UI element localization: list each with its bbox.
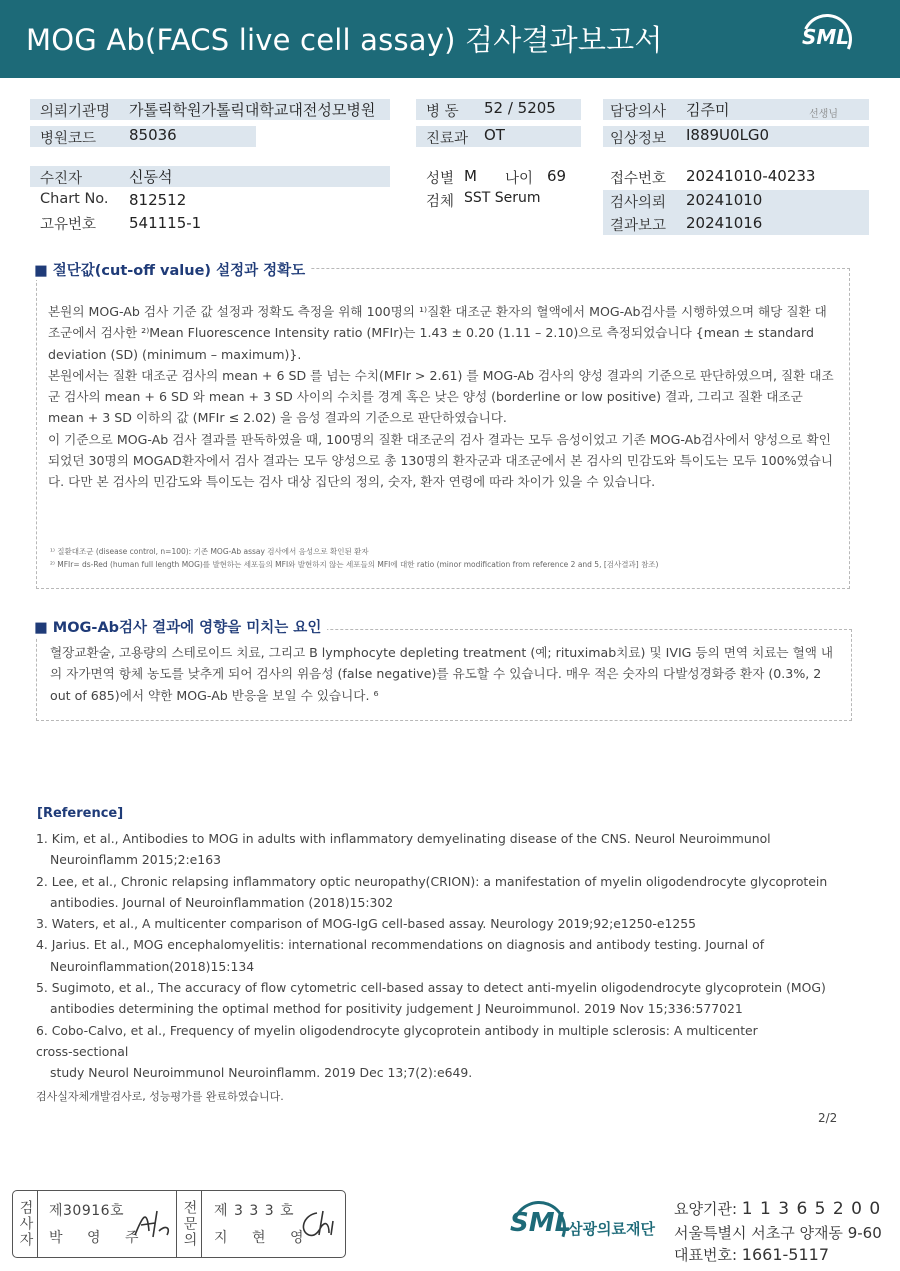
hospital-code-label: 병원코드 xyxy=(40,131,97,147)
requester-label: 의뢰기관명 xyxy=(40,104,111,120)
reference-line: cross-sectional xyxy=(36,1043,129,1059)
validation-note: 검사실자체개발검사로, 성능평가를 완료하였습니다. xyxy=(36,1089,284,1103)
doctor-value: 김주미 xyxy=(686,101,730,119)
section2-body xyxy=(50,642,838,706)
ward-label: 병 동 xyxy=(426,104,459,120)
tester-name: 박 영 주 xyxy=(49,1230,149,1246)
doctor-suffix: 선생님 xyxy=(809,109,838,120)
section1-paragraph: 본원에서는 질환 대조군 검사의 mean + 6 SD 를 넘는 수치(MFIr > 2.61) 를 MOG-Ab 검사의 양성 결과의 기준으로 판단하였으며, 질환 대조군 검사의 mean + 6 SD 와 mean + 3 SD 사이의 수치를 경계 혹은 낮은 양성 (borderline or low positive) 결과, 그리고 질환 대조군 mean + 3 SD 이하의 값 (MFIr ≤ 2.02) 을 음성 결과의 기준으로 판단하였습니다. xyxy=(48,367,834,426)
foundation-logo-text: SML xyxy=(510,1208,572,1238)
tester-signature xyxy=(131,1205,177,1241)
section1-paragraph: 이 기준으로 MOG-Ab 검사 결과를 판독하였을 때, 100명의 질환 대조군의 검사 결과는 모두 음성이었고 기존 MOG-Ab검사에서 양성으로 확인되었던 30명의 MOGAD환자에서 검사 결과는 모두 양성으로 총 130명의 환자군과 대조군에서 본 검사의 민감도와 특이도는 모두 100%였습니다. 다만 본 검사의 민감도와 특이도는 검사 대상 집단의 정의, 숫자, 환자 연령에 따라 차이가 있을 수 있습니다. xyxy=(48,431,834,490)
tester-license: 제30916호 xyxy=(49,1203,125,1219)
section1-body xyxy=(48,301,836,493)
hospital-code-value: 85036 xyxy=(129,126,177,144)
section-bullet-icon: ■ xyxy=(34,263,48,279)
doctor-label: 담당의사 xyxy=(610,104,667,120)
phone: 대표번호: 1661-5117 xyxy=(674,1245,830,1264)
foundation-logo xyxy=(510,1200,670,1256)
section1-paragraph: 본원의 MOG-Ab 검사 기준 값 설정과 정확도 측정을 위해 100명의 ¹⁾질환 대조군 환자의 혈액에서 MOG-Ab검사를 시행하였으며 해당 질환 대조군에서 검사한 ²⁾Mean Fluorescence Intensity ratio (MFIr)는 1.43 ± 0.20 (1.11 – 2.10)으로 측정되었습니다 {mean ± standard deviation (SD) (minimum – maximum)}. xyxy=(48,304,827,362)
logo-text: SML xyxy=(802,25,850,49)
reference-line: 2. Lee, et al., Chronic relapsing inflammatory optic neuropathy(CRION): a manifestation of myelin oligodendrocyte glycoprotein xyxy=(36,873,828,889)
ward-value: 52 / 5205 xyxy=(484,99,556,117)
reference-line: Neuroinflammation(2018)15:134 xyxy=(50,958,255,974)
page-number: 2/2 xyxy=(818,1111,838,1125)
request-date-value: 20241010 xyxy=(686,191,763,209)
sex-value: M xyxy=(464,167,477,185)
sml-logo xyxy=(800,14,854,64)
receipt-label: 접수번호 xyxy=(610,171,667,187)
report-title: MOG Ab(FACS live cell assay) 검사결과보고서 xyxy=(26,23,663,57)
reference-line: Neuroinflamm 2015;2:e163 xyxy=(50,852,221,868)
institution-code: 요양기관: 1 1 3 6 5 2 0 0 xyxy=(674,1199,882,1219)
unique-label: 고유번호 xyxy=(40,217,97,233)
specimen-label: 검체 xyxy=(426,194,455,210)
reference-line: 1. Kim, et al., Antibodies to MOG in adults with inflammatory demyelinating disease of the CNS. Neurol Neuroimmunol xyxy=(36,831,771,846)
reference-line: 3. Waters, et al., A multicenter comparison of MOG-IgG cell-based assay. Neurology 2019;92;e1250-e1255 xyxy=(36,916,697,932)
footnote-2: ²⁾ MFIr= ds-Red (human full length MOG)를 발현하는 세포들의 MFI와 발현하지 않는 세포들의 MFI에 대한 ratio (minor modification from reference 2 and 5, [검사결과] 참조) xyxy=(50,560,659,569)
examinee-value: 신동석 xyxy=(129,168,173,186)
section-bullet-icon: ■ xyxy=(34,620,48,636)
requester-value: 가톨릭학원가톨릭대학교대전성모병원 xyxy=(129,101,376,119)
chart-label: Chart No. xyxy=(40,191,109,207)
clinical-label: 임상정보 xyxy=(610,131,667,147)
dept-value: OT xyxy=(484,126,505,144)
specialist-name: 지 현 영 xyxy=(214,1230,314,1246)
specimen-value: SST Serum xyxy=(464,190,541,206)
foundation-name: 삼광의료재단 xyxy=(568,1220,655,1238)
receipt-value: 20241010-40233 xyxy=(686,167,816,185)
references-list xyxy=(36,828,856,1107)
sex-label: 성별 xyxy=(426,171,455,187)
specialist-license: 제 3 3 3 호 xyxy=(214,1203,295,1219)
reference-line: study Neurol Neuroimmunol Neuroinflamm. 2019 Dec 13;7(2):e649. xyxy=(50,1065,473,1081)
request-date-label: 검사의뢰 xyxy=(610,195,667,211)
address: 서울특별시 서초구 양재동 9-60 xyxy=(674,1224,882,1242)
dept-label: 진료과 xyxy=(426,131,469,147)
footnote-1: ¹⁾ 질환대조군 (disease control, n=100): 기존 MOG-Ab assay 검사에서 음성으로 확인된 환자 xyxy=(50,547,369,556)
reference-line: antibodies determining the optimal method for positivity judgement J Neuroimmunol. 2019 Nov 15;336:577021 xyxy=(50,1001,743,1017)
unique-value: 541115-1 xyxy=(129,214,202,232)
references-title: [Reference] xyxy=(37,806,124,821)
tester-label: 검사자 xyxy=(13,1191,38,1257)
section2-title: ■ MOG-Ab검사 결과에 영향을 미치는 요인 xyxy=(34,616,327,637)
chart-value: 812512 xyxy=(129,191,187,209)
age-label: 나이 xyxy=(505,171,534,187)
reference-line: 4. Jarius. Et al., MOG encephalomyelitis: international recommendations on diagnosis and antibody testing. Journal of xyxy=(36,937,765,953)
reference-line: antibodies. Journal of Neuroinflammation (2018)15:302 xyxy=(50,894,394,910)
section1-title: ■ 절단값(cut-off value) 설정과 정확도 xyxy=(34,259,311,280)
examinee-row xyxy=(30,166,390,187)
report-header xyxy=(0,0,900,78)
signature-box xyxy=(12,1190,346,1258)
age-value: 69 xyxy=(547,167,567,185)
report-date-label: 결과보고 xyxy=(610,218,667,234)
section2-paragraph: 혈장교환술, 고용량의 스테로이드 치료, 그리고 B lymphocyte depleting treatment (예; rituximab치료) 및 IVIG 등의 면역 치료는 혈액 내의 자가면역 항체 농도를 낮추게 되어 검사의 위음성 (false negative)를 유도할 수 있습니다. 매우 적은 숫자의 다발성경화증 환자 (0.3%, 2 out of 685)에서 약한 MOG-Ab 반응을 보일 수 있습니다. ⁶ xyxy=(50,645,834,703)
clinical-value: I889U0LG0 xyxy=(686,126,770,144)
reference-line: 5. Sugimoto, et al., The accuracy of flow cytometric cell-based assay to detect anti-myelin oligodendrocyte glycoprotein (MOG) xyxy=(36,980,826,996)
reference-line: 6. Cobo-Calvo, et al., Frequency of myelin oligodendrocyte glycoprotein antibody in multiple sclerosis: A multicenter xyxy=(36,1022,758,1038)
examinee-label: 수진자 xyxy=(40,171,83,187)
specialist-label: 전문의 xyxy=(176,1191,202,1257)
report-date-value: 20241016 xyxy=(686,214,763,232)
specialist-signature xyxy=(295,1205,341,1241)
